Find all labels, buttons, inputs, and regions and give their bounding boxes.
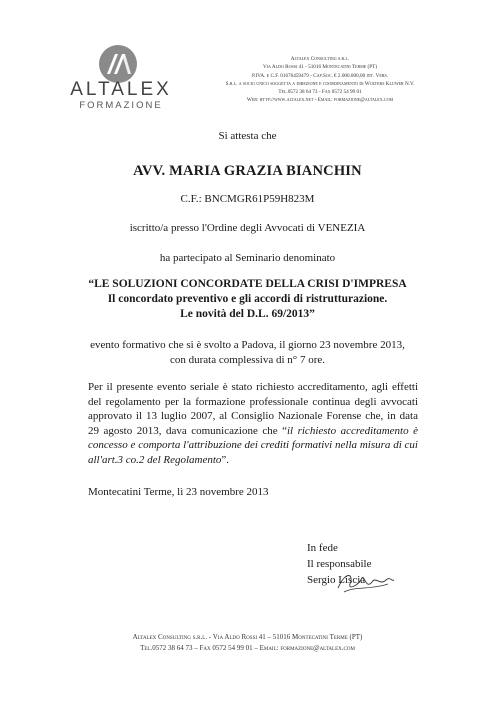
signatory-name: Sergio Liscia (307, 574, 366, 586)
seminar-title-line: Il concordato preventivo e gli accordi di ristrutturazione. (107, 293, 388, 305)
page-footer (0, 632, 495, 654)
participation-text: ha partecipato al Seminario denominato (159, 252, 336, 264)
bar-registration: iscritto/a presso l'Ordine degli Avvocati di VENEZIA (129, 222, 366, 234)
header-line: S.r.l. a socio unico soggetta a direzione e coordinamento di Wolters Kluwer N.V. (225, 80, 415, 87)
place-and-date: Montecatini Terme, lì 23 novembre 2013 (88, 486, 269, 498)
header-line: Web: http://www.altalex.net - Email: formazione@altalex.com (246, 97, 394, 104)
footer-line: Altalex Consulting s.r.l. - Via Aldo Rossi 41 – 51016 Montecatini Terme (PT) (132, 633, 363, 641)
footer-line: Tel.0572 38 64 73 – Fax 0572 54 99 01 – Email: formazione@altalex.com (140, 644, 355, 652)
seminar-title-line: “LE SOLUZIONI CONCORDATE DELLA CRISI D'IMPRESA (88, 278, 407, 290)
event-duration-line: con durata complessiva di n° 7 ore. (170, 354, 325, 366)
logo-subtitle: FORMAZIONE (79, 100, 163, 111)
company-header (225, 55, 415, 105)
recipient-name: AVV. MARIA GRAZIA BIANCHIN (133, 163, 362, 179)
logo-wordmark: ALTALEX (70, 79, 172, 100)
attestation-intro: Si attesta che (218, 130, 277, 142)
seminar-title-line: Le novità del D.L. 69/2013” (180, 308, 315, 320)
accreditation-paragraph (88, 380, 418, 468)
header-line: Via Aldo Rossi 41 - 51016 Montecatini Terme (PT) (262, 64, 378, 71)
fiscal-code: C.F.: BNCMGR61P59H823M (180, 193, 315, 205)
in-fede: In fede (307, 542, 338, 554)
event-details-line: evento formativo che si è svolto a Padova, il giorno 23 novembre 2013, (90, 339, 405, 351)
handwritten-signature-icon (336, 560, 396, 600)
altalex-logo-icon (98, 44, 138, 84)
header-line: Altalex Consulting s.r.l. (290, 56, 350, 62)
paragraph-quote: il richiesto accreditamento è concesso e comporta l'attribuzione dei crediti formativi nella misura di cui all'art.3 co.2 del Regolamento (88, 424, 418, 466)
paragraph-end: ”. (221, 453, 230, 466)
header-line: Tel.0572 38 64 73 - Fax 0572 54 99 01 (278, 89, 362, 96)
paragraph-text: Per il presente evento seriale è stato richiesto accreditamento, agli effetti del regolamento per la formazione professionale continua degli avvocati approvato il 13 luglio 2007, al Consiglio Nazionale Forense che, in data 29 agosto 2013, dava comunicazione che “ (88, 381, 418, 437)
header-line: P.IVA. e C.F. 01676459479 - Cap.Soc. € 2.000.000,00 int. Vers. (251, 72, 389, 79)
responsabile-label: Il responsabile (307, 558, 372, 570)
